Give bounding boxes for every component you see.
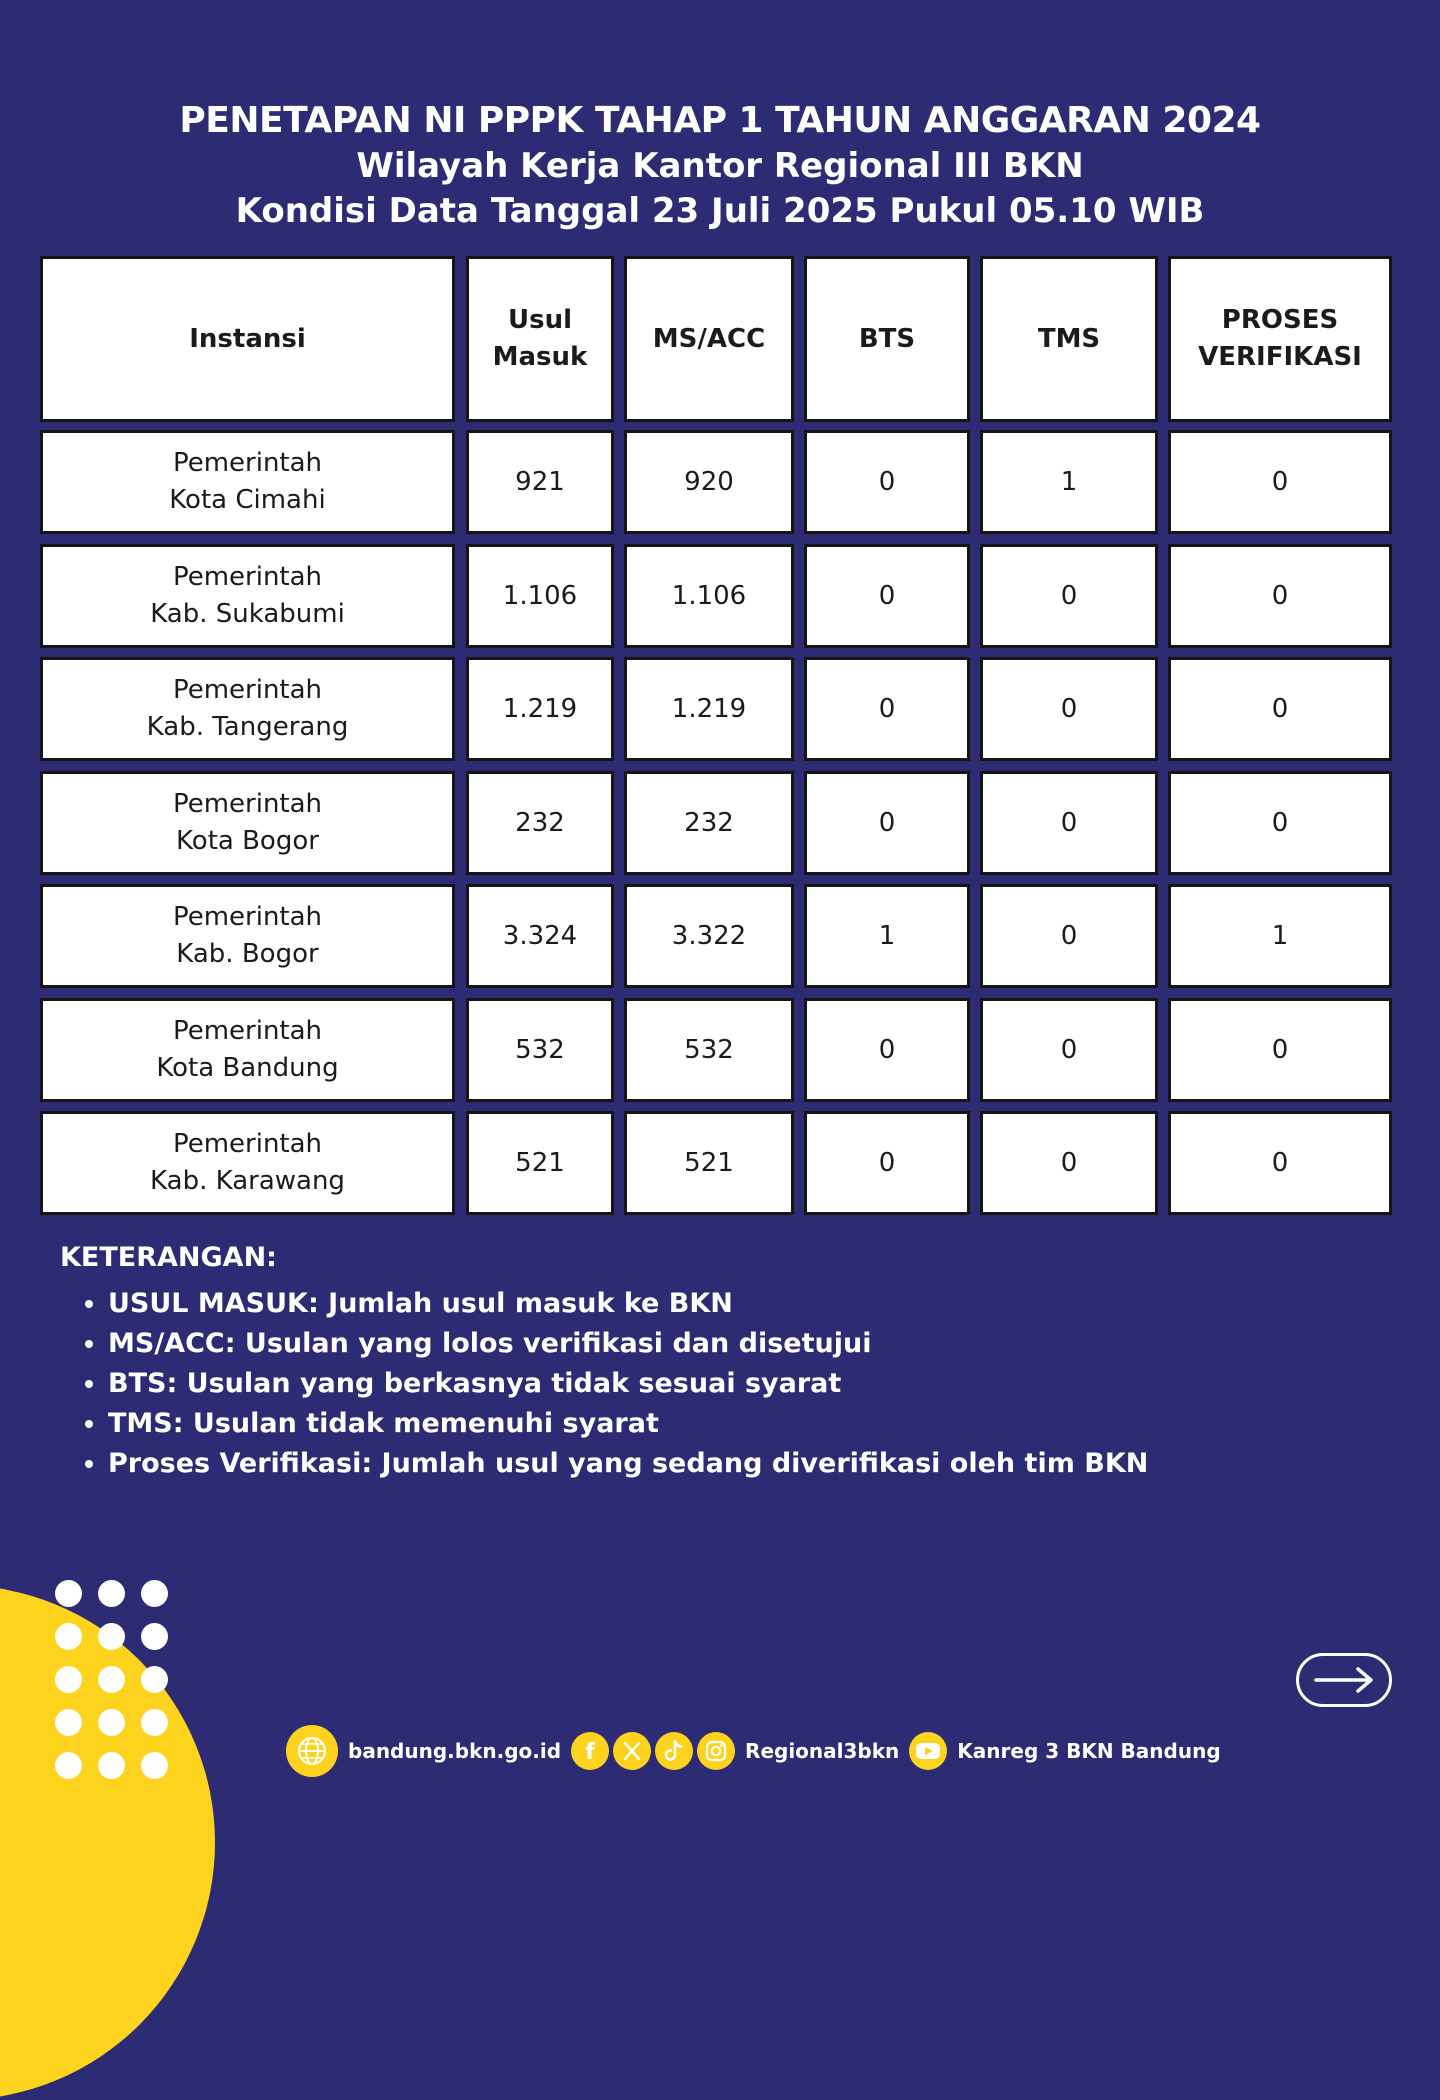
instansi-name: [147, 672, 349, 746]
header-cell-usul-masuk: [466, 256, 614, 422]
cell-value: 0: [1271, 693, 1289, 724]
instansi-line: Pemerintah: [172, 675, 323, 705]
instansi-name: [150, 1126, 345, 1200]
cell-value: 0: [878, 693, 896, 724]
cell-usul-masuk: [466, 657, 614, 761]
header-cell-ms-acc: [624, 256, 794, 422]
cell-value: 1.106: [671, 580, 747, 611]
instansi-line: Kota Cimahi: [169, 485, 326, 515]
cell-usul-masuk: [466, 884, 614, 988]
decorative-dots: [55, 1580, 185, 1790]
youtube-channel[interactable]: Kanreg 3 BKN Bandung: [957, 1739, 1221, 1763]
cell-instansi: [40, 544, 455, 648]
cell-value: 232: [684, 807, 734, 838]
cell-value: 0: [878, 466, 896, 497]
cell-value: 3.322: [671, 920, 747, 951]
decorative-dot: [98, 1752, 125, 1779]
cell-instansi: [40, 771, 455, 875]
cell-instansi: [40, 657, 455, 761]
header-label-line: Instansi: [189, 323, 306, 354]
cell-tms: [980, 884, 1158, 988]
website-link[interactable]: bandung.bkn.go.id: [348, 1739, 562, 1763]
cell-value: 0: [1271, 1034, 1289, 1065]
cell-proses-verifikasi: [1168, 771, 1392, 875]
cell-usul-masuk: [466, 430, 614, 534]
cell-value: 1.106: [502, 580, 578, 611]
header-cell-instansi: [40, 256, 455, 422]
legend-list: [60, 1284, 1148, 1484]
cell-value: 521: [684, 1147, 734, 1178]
instansi-line: Kota Bandung: [156, 1053, 339, 1083]
cell-proses-verifikasi: [1168, 657, 1392, 761]
cell-instansi: [40, 1111, 455, 1215]
instansi-name: [156, 1013, 338, 1087]
cell-value: 1: [878, 920, 896, 951]
cell-value: 1: [1271, 920, 1289, 951]
instansi-line: Kota Bogor: [176, 826, 319, 856]
cell-value: 0: [1060, 1147, 1078, 1178]
cell-value: 532: [515, 1034, 565, 1065]
header-cell-proses-verifikasi: [1168, 256, 1392, 422]
instansi-name: [173, 786, 322, 860]
header-label: [493, 302, 588, 376]
decorative-dot: [141, 1623, 168, 1650]
cell-value: 0: [878, 807, 896, 838]
social-handle[interactable]: Regional3bkn: [745, 1739, 900, 1763]
cell-ms-acc: [624, 544, 794, 648]
cell-instansi: [40, 430, 455, 534]
cell-bts: [804, 771, 970, 875]
cell-value: 0: [1060, 807, 1078, 838]
decorative-dot: [55, 1709, 82, 1736]
cell-value: 921: [515, 466, 565, 497]
instansi-line: Pemerintah: [172, 1129, 323, 1159]
header-label-line: Usul: [507, 305, 572, 335]
decorative-dot: [141, 1752, 168, 1779]
cell-value: 0: [1271, 807, 1289, 838]
cell-bts: [804, 544, 970, 648]
decorative-dot: [55, 1666, 82, 1693]
cell-proses-verifikasi: [1168, 430, 1392, 534]
instansi-line: Kab. Karawang: [150, 1166, 345, 1196]
instansi-line: Pemerintah: [172, 448, 323, 478]
cell-proses-verifikasi: [1168, 884, 1392, 988]
header-label-line: BTS: [858, 323, 916, 354]
cell-usul-masuk: [466, 771, 614, 875]
cell-bts: [804, 1111, 970, 1215]
cell-value: 1: [1060, 466, 1078, 497]
cell-ms-acc: [624, 998, 794, 1102]
arrow-right-icon: [1312, 1665, 1376, 1695]
cell-instansi: [40, 884, 455, 988]
cell-proses-verifikasi: [1168, 998, 1392, 1102]
instansi-line: Pemerintah: [172, 902, 323, 932]
cell-value: 0: [1060, 1034, 1078, 1065]
cell-bts: [804, 998, 970, 1102]
cell-bts: [804, 430, 970, 534]
decorative-dot: [98, 1666, 125, 1693]
cell-ms-acc: [624, 657, 794, 761]
decorative-dot: [98, 1709, 125, 1736]
cell-ms-acc: [624, 884, 794, 988]
header-label-line: Masuk: [492, 342, 588, 372]
cell-value: 920: [684, 466, 734, 497]
cell-value: 0: [1060, 580, 1078, 611]
cell-value: 0: [1271, 580, 1289, 611]
page-header: [0, 98, 1440, 234]
data-timestamp: Kondisi Data Tanggal 23 Juli 2025 Pukul 05.10 WIB: [235, 191, 1205, 231]
cell-value: 0: [878, 1147, 896, 1178]
header-label: [653, 321, 765, 358]
cell-value: 521: [515, 1147, 565, 1178]
tiktok-icon[interactable]: [655, 1732, 693, 1770]
instansi-line: Kab. Sukabumi: [150, 599, 345, 629]
cell-value: 0: [1271, 466, 1289, 497]
header-label: [189, 321, 306, 358]
header-label: [1038, 321, 1100, 358]
decorative-dot: [141, 1666, 168, 1693]
cell-tms: [980, 1111, 1158, 1215]
header-cell-tms: [980, 256, 1158, 422]
cell-usul-masuk: [466, 1111, 614, 1215]
cell-value: 3.324: [502, 920, 578, 951]
cell-bts: [804, 884, 970, 988]
cell-value: 1.219: [671, 693, 747, 724]
decorative-dot: [141, 1580, 168, 1607]
legend-item-usul-masuk: • USUL MASUK: Jumlah usul masuk ke BKN: [108, 1284, 1148, 1324]
page-subtitle: Wilayah Kerja Kantor Regional III BKN: [356, 146, 1084, 186]
cell-ms-acc: [624, 1111, 794, 1215]
cell-value: 0: [878, 580, 896, 611]
cell-tms: [980, 430, 1158, 534]
globe-icon[interactable]: [286, 1725, 338, 1777]
svg-text:f: f: [585, 1740, 595, 1764]
cell-proses-verifikasi: [1168, 544, 1392, 648]
facebook-icon[interactable]: [571, 1732, 609, 1770]
cell-value: 232: [515, 807, 565, 838]
cell-value: 0: [1271, 1147, 1289, 1178]
header-label-line: TMS: [1037, 323, 1101, 354]
legend-item-proses-verifikasi: • Proses Verifikasi: Jumlah usul yang sedang diverifikasi oleh tim BKN: [108, 1444, 1148, 1484]
cell-tms: [980, 771, 1158, 875]
instansi-line: Pemerintah: [172, 1016, 323, 1046]
cell-value: 532: [684, 1034, 734, 1065]
header-label-line: MS/ACC: [652, 323, 766, 354]
cell-ms-acc: [624, 430, 794, 534]
instansi-name: [173, 899, 322, 973]
decorative-dot: [55, 1623, 82, 1650]
cell-tms: [980, 544, 1158, 648]
instansi-line: Pemerintah: [172, 789, 323, 819]
legend-item-ms-acc: • MS/ACC: Usulan yang lolos verifikasi dan disetujui: [108, 1324, 1148, 1364]
decorative-dot: [141, 1709, 168, 1736]
instansi-line: Kab. Bogor: [176, 939, 319, 969]
next-arrow-button[interactable]: [1296, 1653, 1392, 1707]
cell-tms: [980, 657, 1158, 761]
legend-title: KETERANGAN:: [60, 1242, 277, 1273]
cell-usul-masuk: [466, 544, 614, 648]
instansi-line: Kab. Tangerang: [146, 712, 349, 742]
cell-bts: [804, 657, 970, 761]
cell-proses-verifikasi: [1168, 1111, 1392, 1215]
decorative-dot: [55, 1580, 82, 1607]
cell-value: 0: [878, 1034, 896, 1065]
header-label-line: PROSES: [1221, 305, 1339, 335]
legend-item-bts: • BTS: Usulan yang berkasnya tidak sesuai syarat: [108, 1364, 1148, 1404]
cell-value: 0: [1060, 693, 1078, 724]
instagram-icon[interactable]: [697, 1732, 735, 1770]
decorative-dot: [98, 1623, 125, 1650]
cell-value: 1.219: [502, 693, 578, 724]
decorative-dot: [98, 1580, 125, 1607]
decorative-dot: [55, 1752, 82, 1779]
header-label: [859, 321, 915, 358]
youtube-icon[interactable]: [909, 1732, 947, 1770]
instansi-line: Pemerintah: [172, 562, 323, 592]
legend-item-tms: • TMS: Usulan tidak memenuhi syarat: [108, 1404, 1148, 1444]
cell-ms-acc: [624, 771, 794, 875]
cell-usul-masuk: [466, 998, 614, 1102]
header-label-line: VERIFIKASI: [1198, 342, 1362, 372]
cell-tms: [980, 998, 1158, 1102]
page-title: PENETAPAN NI PPPK TAHAP 1 TAHUN ANGGARAN 2024: [179, 100, 1261, 141]
instansi-name: [150, 559, 345, 633]
cell-value: 0: [1060, 920, 1078, 951]
footer: [286, 1724, 1231, 1778]
legend: [60, 1236, 1148, 1484]
header-cell-bts: [804, 256, 970, 422]
header-label: [1198, 302, 1362, 376]
cell-instansi: [40, 998, 455, 1102]
x-icon[interactable]: [613, 1732, 651, 1770]
instansi-name: [169, 445, 325, 519]
